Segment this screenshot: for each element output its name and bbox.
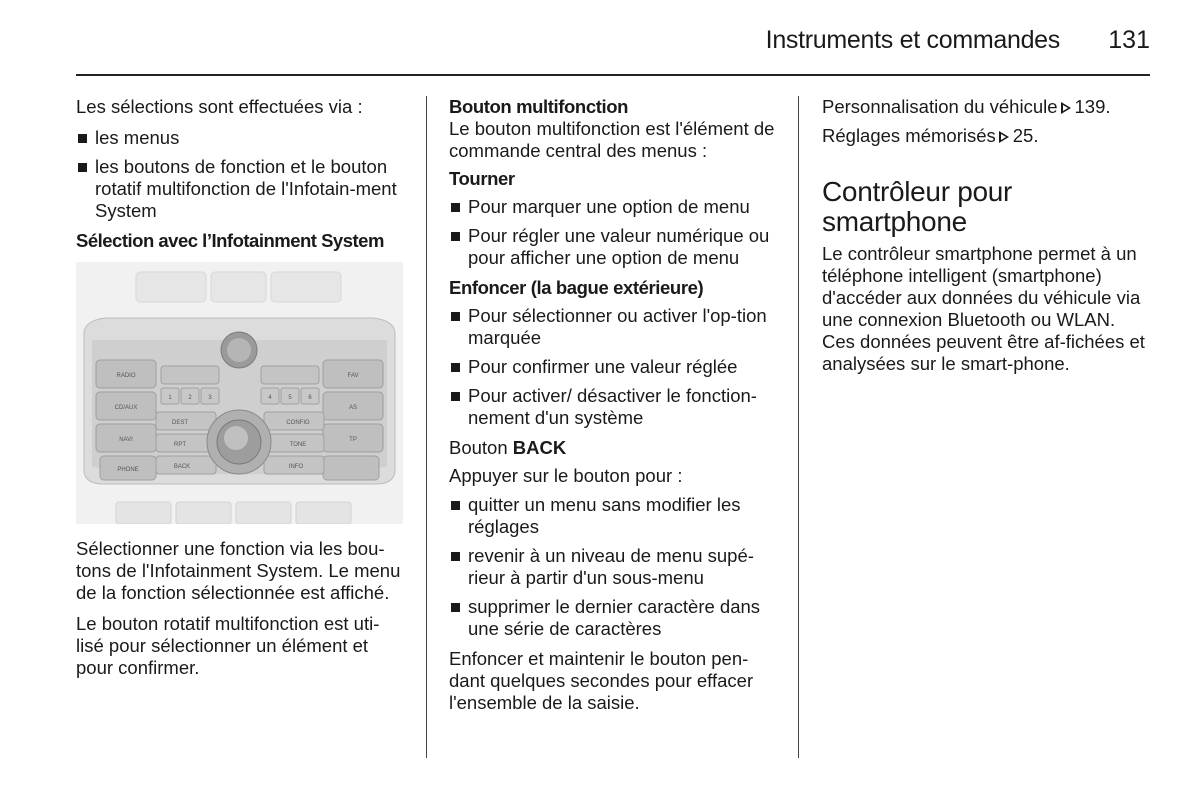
section-heading: Contrôleur pour smartphone <box>822 176 1013 237</box>
column-divider-2 <box>798 96 799 758</box>
preset-number: 6 <box>308 395 312 401</box>
list-item: les boutons de fonction et le bouton rotatif multifonction de l'Infotain-ment System <box>76 156 406 222</box>
list-item: revenir à un niveau de menu supé-rieur à partir d'un sous-menu <box>449 545 779 589</box>
list-item: Pour régler une valeur numérique ou pour afficher une option de menu <box>449 225 779 269</box>
cross-reference-page: 25. <box>1012 125 1039 146</box>
page-number: 131 <box>1108 26 1150 54</box>
col1-paragraph-1: Sélectionner une fonction via les bou-tons de l'Infotainment System. Le menu de la fonction sélectionnée est affiché. <box>76 538 401 603</box>
infotainment-panel-figure <box>76 262 403 524</box>
section-title: Sélection avec l’Infotainment System <box>76 230 384 251</box>
list-item: supprimer le dernier caractère dans une série de caractères <box>449 596 779 640</box>
back-heading-prefix: Bouton <box>449 437 513 458</box>
power-button[interactable] <box>323 456 379 480</box>
back-heading-keyword: BACK <box>512 437 567 458</box>
seek-forward-button[interactable] <box>261 366 319 384</box>
column-3 <box>822 96 1152 384</box>
back-intro: Appuyer sur le bouton pour : <box>449 465 683 486</box>
list-item: Pour sélectionner ou activer l'op-tion marquée <box>449 305 779 349</box>
button-label: BACK <box>173 464 191 470</box>
column-divider-1 <box>426 96 427 758</box>
multifunction-heading: Bouton multifonction <box>449 96 629 117</box>
cross-reference <box>822 96 1152 118</box>
cross-reference-text: Personnalisation du véhicule <box>822 96 1058 117</box>
col1-paragraph-2: Le bouton rotatif multifonction est uti-lisé pour sélectionner un élément et pour confirmer. <box>76 613 380 678</box>
list-item: Pour marquer une option de menu <box>449 196 779 218</box>
list-item: Pour activer/ désactiver le fonction-nement d'un système <box>449 385 779 429</box>
reference-arrow-icon <box>1061 102 1071 114</box>
smartphone-paragraph: Le contrôleur smartphone permet à un téléphone intelligent (smartphone) d'accéder aux données du véhicule via une connexion Bluetooth ou WLAN. Ces données peuvent être af-fichées et analysées sur le smart-phone. <box>822 243 1145 374</box>
preset-number: 3 <box>208 395 212 401</box>
list-item: quitter un menu sans modifier les réglages <box>449 494 779 538</box>
closing-paragraph: Enfoncer et maintenir le bouton pen-dant quelques secondes pour effacer l'ensemble de la saisie. <box>449 648 754 713</box>
list-item: les menus <box>76 127 406 149</box>
button-label: PHONE <box>117 467 139 473</box>
button-label: RADIO <box>116 373 136 379</box>
column-2 <box>449 96 779 723</box>
cross-reference-page: 139. <box>1074 96 1111 117</box>
button-label: TP <box>349 437 357 443</box>
list-item: Pour confirmer une valeur réglée <box>449 356 779 378</box>
column-1 <box>76 96 406 688</box>
button-label: INFO <box>288 464 304 470</box>
back-list <box>449 494 779 640</box>
preset-number: 5 <box>288 395 292 401</box>
press-heading: Enfoncer (la bague extérieure) <box>449 277 704 298</box>
button-label: AS <box>348 405 358 411</box>
turn-list <box>449 196 779 269</box>
button-label: CONFIG <box>286 420 310 426</box>
turn-heading: Tourner <box>449 168 515 189</box>
cross-reference-text: Réglages mémorisés <box>822 125 996 146</box>
button-label: DEST <box>171 420 189 426</box>
button-label: FAV <box>347 373 359 379</box>
button-label: NAVI <box>119 437 133 443</box>
page-header-title: Instruments et commandes <box>765 26 1060 54</box>
preset-number: 2 <box>188 395 192 401</box>
seek-back-button[interactable] <box>161 366 219 384</box>
button-label: RPT <box>174 442 186 448</box>
reference-arrow-icon <box>999 131 1009 143</box>
col1-intro: Les sélections sont effectuées via : <box>76 96 363 117</box>
multifunction-intro: Le bouton multifonction est l'élément de commande central des menus : <box>449 118 775 161</box>
header-rule <box>76 74 1150 76</box>
back-heading <box>449 437 779 459</box>
button-label: CD/AUX <box>114 405 138 411</box>
preset-number: 4 <box>268 395 272 401</box>
col1-bullet-list <box>76 127 406 222</box>
button-label: TONE <box>289 442 307 448</box>
preset-number: 1 <box>168 395 172 401</box>
cross-reference <box>822 125 1152 147</box>
press-list <box>449 305 779 429</box>
